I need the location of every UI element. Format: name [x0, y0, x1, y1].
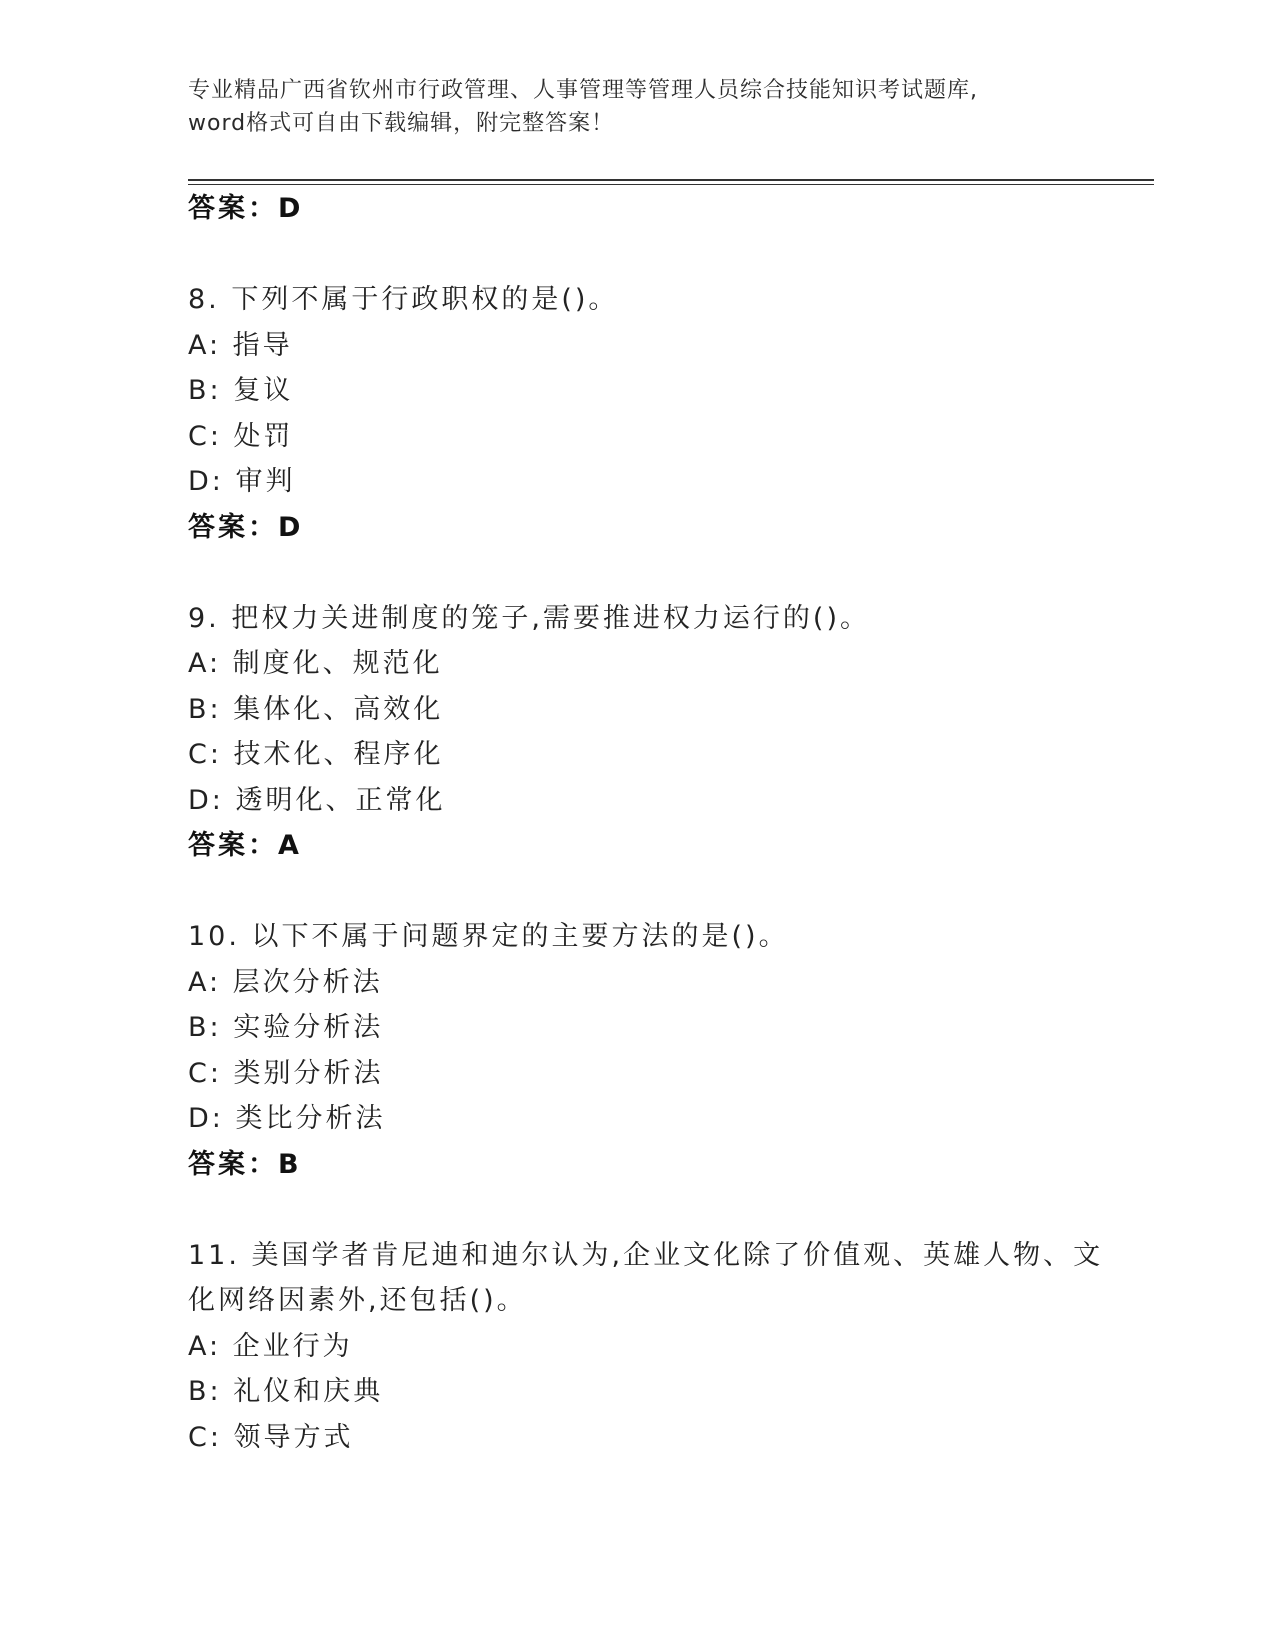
question-block — [188, 277, 1088, 550]
option-c: C: 类别分析法 — [188, 1057, 384, 1089]
option-c: C: 技术化、程序化 — [188, 739, 444, 770]
option-d: D: 类比分析法 — [188, 1103, 386, 1134]
spacer — [188, 1187, 1088, 1233]
option-a: A: 指导 — [188, 329, 293, 361]
option-c: C: 领导方式 — [188, 1421, 354, 1453]
question-list — [188, 186, 1104, 1460]
option-a: A: 层次分析法 — [188, 966, 383, 998]
question-stem-continued: 化网络因素外,还包括()。 — [188, 1285, 527, 1316]
answer-line: 答案：A — [188, 830, 302, 861]
answer-line: 答案：D — [188, 511, 304, 543]
option-a: A: 企业行为 — [188, 1330, 353, 1362]
header-divider-thick — [188, 179, 1154, 181]
answer-line: 答案：B — [188, 1148, 302, 1180]
answer-line: 答案：D — [188, 193, 304, 224]
option-b: B: 礼仪和庆典 — [188, 1376, 384, 1407]
spacer — [188, 869, 1088, 915]
question-stem: 11. 美国学者肯尼迪和迪尔认为,企业文化除了价值观、英雄人物、文 — [188, 1239, 1104, 1271]
question-stem: 8. 下列不属于行政职权的是()。 — [188, 284, 619, 315]
spacer — [188, 550, 1088, 596]
option-c: C: 处罚 — [188, 420, 294, 452]
question-block — [188, 596, 1088, 869]
header-title-line-1: 专业精品广西省钦州市行政管理、人事管理等管理人员综合技能知识考试题库, — [188, 78, 978, 103]
question-stem: 10. 以下不属于问题界定的主要方法的是()。 — [188, 921, 789, 952]
option-d: D: 透明化、正常化 — [188, 784, 446, 816]
question-block — [188, 1233, 1104, 1461]
option-b: B: 复议 — [188, 375, 294, 406]
option-d: D: 审判 — [188, 466, 296, 497]
option-a: A: 制度化、规范化 — [188, 648, 443, 679]
option-b: B: 集体化、高效化 — [188, 693, 444, 725]
spacer — [188, 232, 1088, 278]
option-b: B: 实验分析法 — [188, 1012, 384, 1043]
header-divider-thin — [188, 184, 1154, 185]
question-stem: 9. 把权力关进制度的笼子,需要推进权力运行的()。 — [188, 602, 870, 634]
page-header — [188, 74, 1088, 140]
header-title-line-2: word格式可自由下载编辑，附完整答案！ — [188, 111, 615, 136]
question-block — [188, 914, 1088, 1187]
